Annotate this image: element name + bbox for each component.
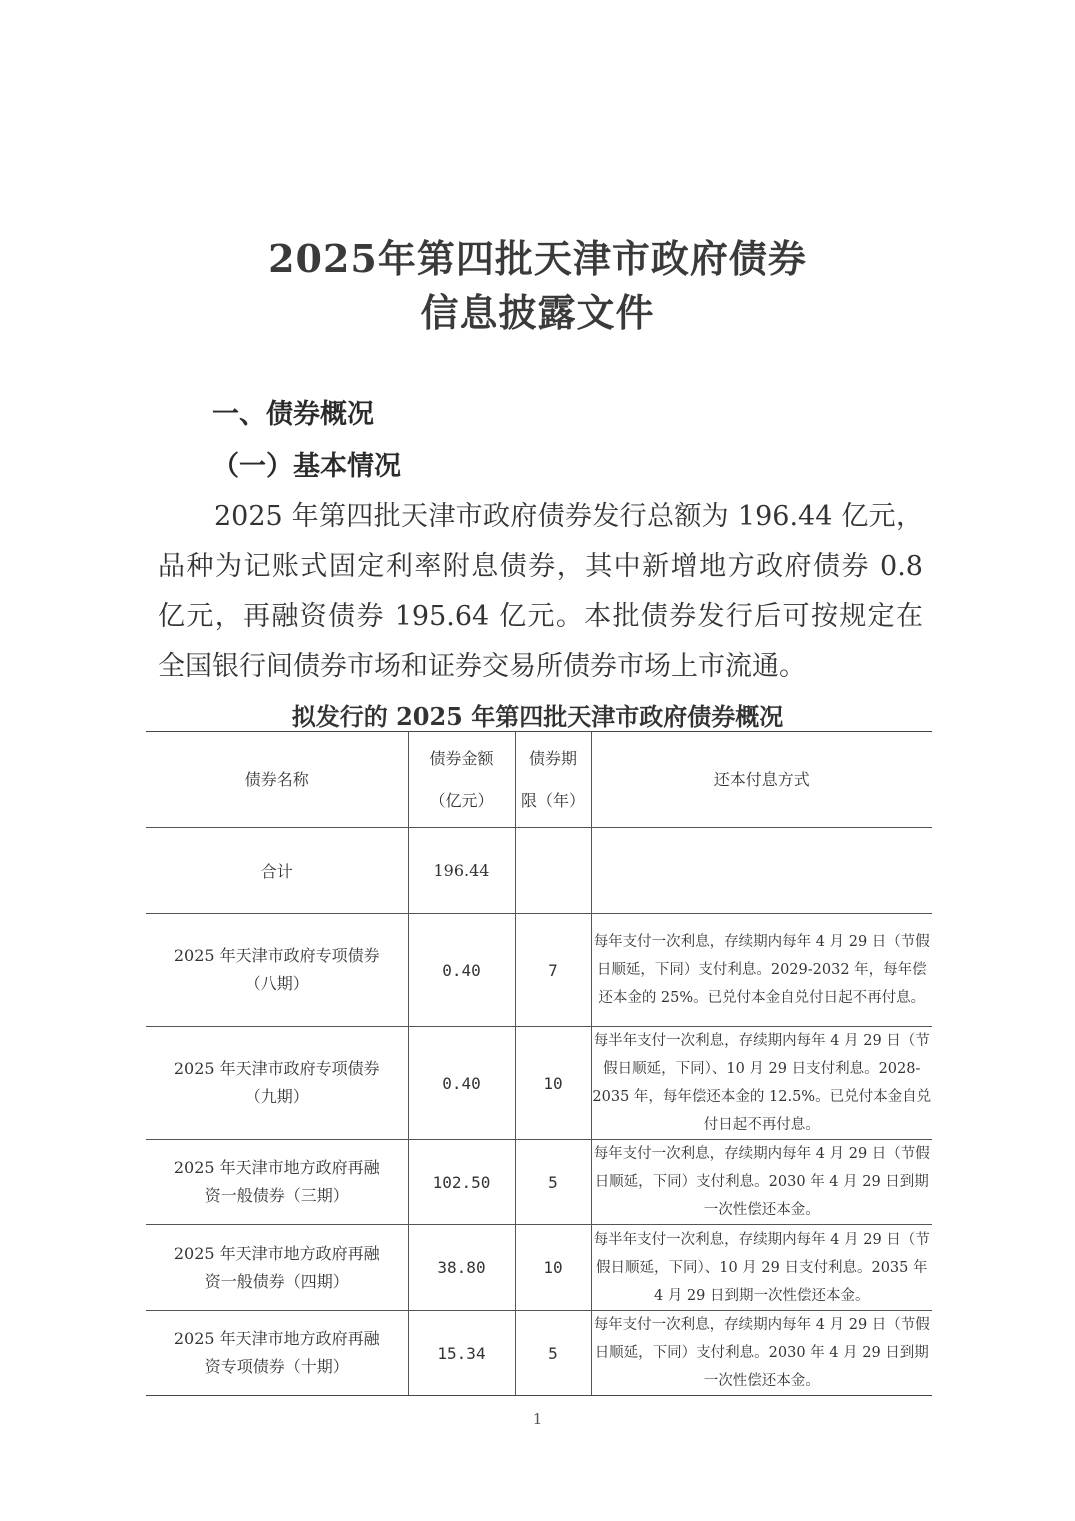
header-repayment-method: 还本付息方式 <box>591 732 932 828</box>
bond-name-line2: 资专项债券（十期） <box>204 1357 349 1376</box>
table-row <box>146 1027 932 1140</box>
header-amount-line1: 债券金额 <box>429 748 494 768</box>
section-heading: 一、债券概况 <box>212 399 374 430</box>
total-term <box>515 828 591 914</box>
total-amount: 196.44 <box>408 828 515 914</box>
document-title-line2: 信息披露文件 <box>420 290 655 335</box>
bond-amount: 102.50 <box>408 1140 515 1225</box>
paragraph-line: 2025 年第四批天津市政府债券发行总额为 196.44 亿元， <box>214 501 923 532</box>
page-number: 1 <box>532 1410 543 1428</box>
subsection-heading: （一）基本情况 <box>212 451 401 482</box>
bond-amount: 38.80 <box>408 1225 515 1311</box>
paragraph-line: 亿元，再融资债券 195.64 亿元。本批债券发行后可按规定在 <box>158 601 923 632</box>
basic-info-paragraph <box>158 492 923 692</box>
bond-amount: 0.40 <box>408 1027 515 1140</box>
bond-amount: 0.40 <box>408 914 515 1027</box>
bond-name-line1: 2025 年天津市政府专项债券 <box>173 946 380 965</box>
bond-name-line1: 2025 年天津市政府专项债券 <box>173 1059 380 1078</box>
header-term-line2: 限（年） <box>520 790 585 810</box>
table-row <box>146 1225 932 1311</box>
bond-name-line1: 2025 年天津市地方政府再融 <box>173 1158 380 1177</box>
document-title-line1: 2025年第四批天津市政府债券 <box>268 236 807 281</box>
bond-name-line2: 资一般债券（四期） <box>204 1271 349 1291</box>
total-label: 合计 <box>146 828 408 914</box>
table-header-row <box>146 732 932 828</box>
bond-name-line2: 资一般债券（三期） <box>204 1186 349 1205</box>
bond-repayment-method: 每半年支付一次利息，存续期内每年 4 月 29 日（节假日顺延，下同）、10 月 29 日支付利息。2028-2035 年，每年偿还本金的 12.5%。已兑付本金自兑付日起不再付息。 <box>591 1027 932 1140</box>
header-bond-name: 债券名称 <box>146 732 408 828</box>
header-term-line1: 债券期 <box>528 748 577 768</box>
bond-amount: 15.34 <box>408 1311 515 1396</box>
header-amount-line2: （亿元） <box>429 790 494 810</box>
bond-name <box>146 1027 408 1140</box>
bond-name <box>146 914 408 1027</box>
table-row <box>146 1311 932 1396</box>
paragraph-line: 品种为记账式固定利率附息债券，其中新增地方政府债券 0.8 <box>158 551 923 582</box>
total-method <box>591 828 932 914</box>
bond-overview-table <box>146 731 932 1396</box>
bond-repayment-method: 每年支付一次利息，存续期内每年 4 月 29 日（节假日顺延，下同）支付利息。2030 年 4 月 29 日到期一次性偿还本金。 <box>591 1140 932 1225</box>
bond-term: 10 <box>515 1225 591 1311</box>
table-row <box>146 1140 932 1225</box>
bond-name <box>146 1225 408 1311</box>
bond-repayment-method: 每年支付一次利息，存续期内每年 4 月 29 日（节假日顺延，下同）支付利息。2030 年 4 月 29 日到期一次性偿还本金。 <box>591 1311 932 1396</box>
bond-repayment-method: 每年支付一次利息，存续期内每年 4 月 29 日（节假日顺延，下同）支付利息。2029-2032 年，每年偿还本金的 25%。已兑付本金自兑付日起不再付息。 <box>591 914 932 1027</box>
bond-term: 7 <box>515 914 591 1027</box>
table-row-total <box>146 828 932 914</box>
bond-name-line1: 2025 年天津市地方政府再融 <box>173 1329 380 1348</box>
bond-name-line2: （九期） <box>244 1087 309 1106</box>
bond-name-line2: （八期） <box>244 974 309 993</box>
bond-term: 5 <box>515 1140 591 1225</box>
paragraph-line: 全国银行间债券市场和证券交易所债券市场上市流通。 <box>158 651 806 682</box>
bond-name <box>146 1311 408 1396</box>
bond-name <box>146 1140 408 1225</box>
bond-name-line1: 2025 年天津市地方政府再融 <box>173 1243 380 1263</box>
bond-term: 5 <box>515 1311 591 1396</box>
table-caption: 拟发行的 2025 年第四批天津市政府债券概况 <box>291 702 784 731</box>
header-amount <box>408 732 515 828</box>
header-term <box>515 732 591 828</box>
table-row <box>146 914 932 1027</box>
bond-repayment-method: 每半年支付一次利息，存续期内每年 4 月 29 日（节假日顺延，下同）、10 月 29 日支付利息。2035 年 4 月 29 日到期一次性偿还本金。 <box>591 1225 932 1311</box>
bond-term: 10 <box>515 1027 591 1140</box>
